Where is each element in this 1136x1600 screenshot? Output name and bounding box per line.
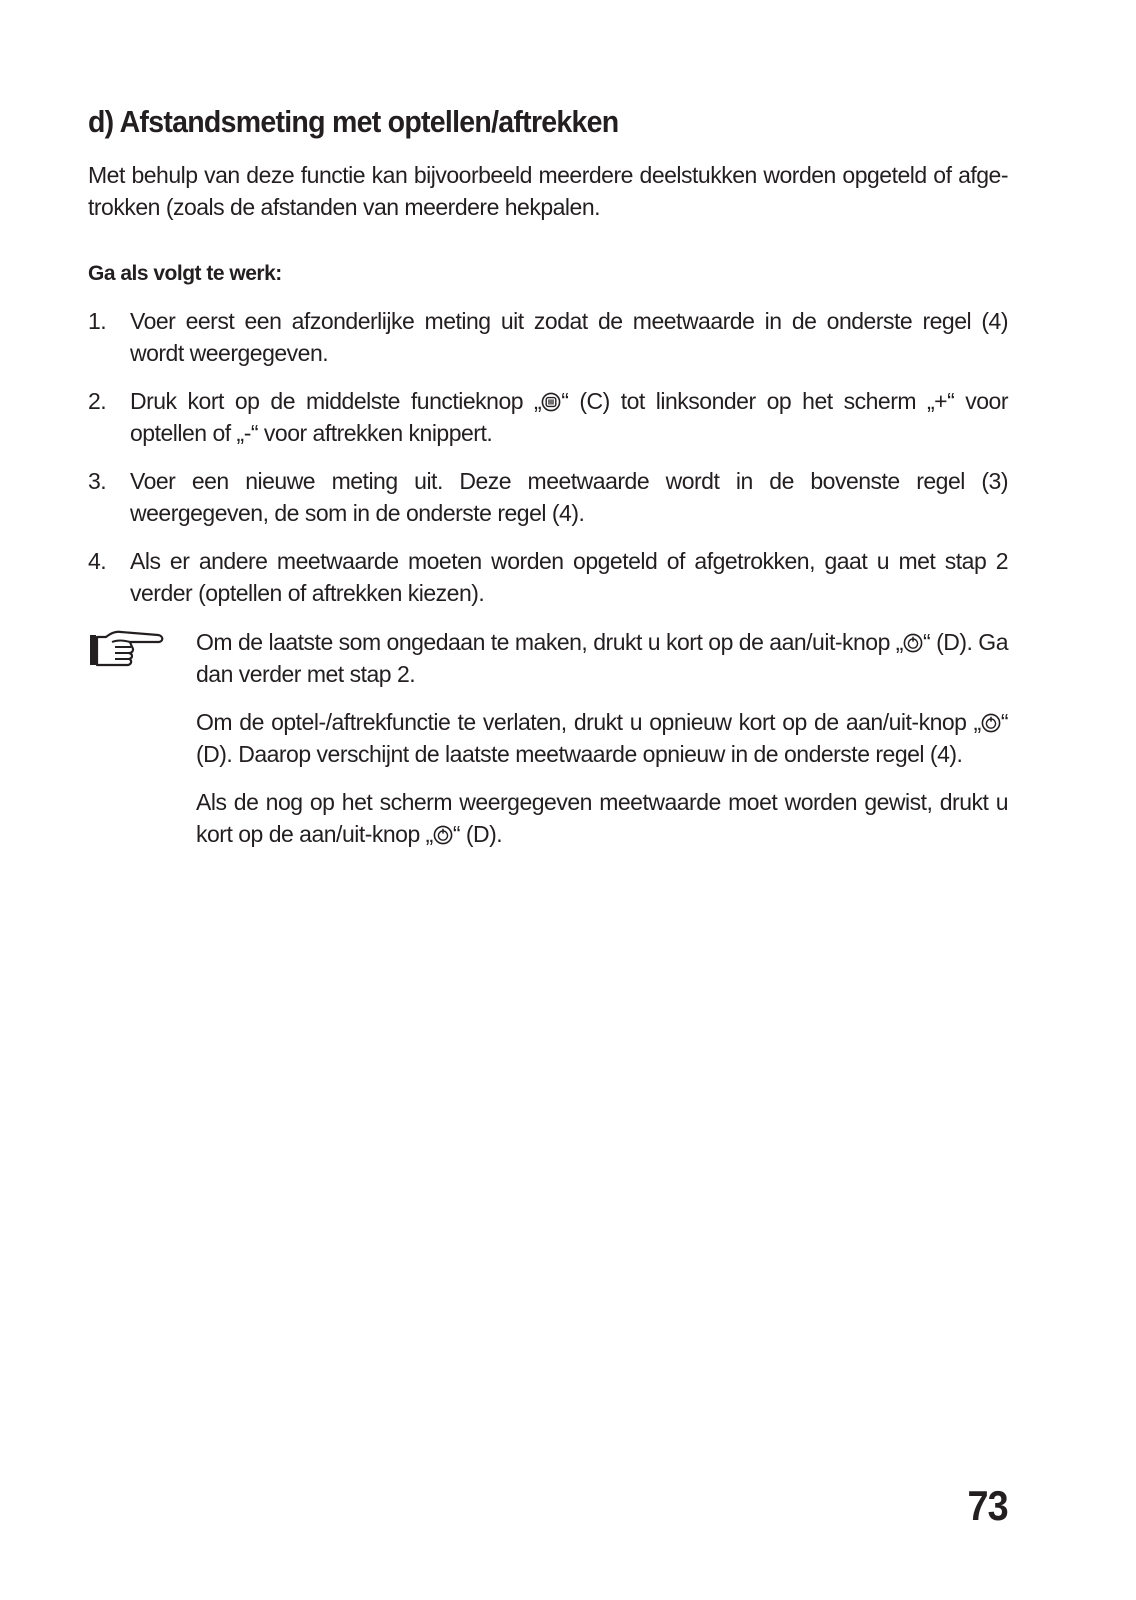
instructions-heading: Ga als volgt te werk: [88, 262, 282, 285]
step-text: Voer eerst een afzonderlijke meting uit zodat de meetwaarde in de onderste regel (4) wordt weergegeven. [130, 308, 1008, 366]
note-text-after-icon: “ (D). Ga dan verder met stap 2. [196, 629, 1008, 687]
note-text-before-icon: Om de optel-/aftrekfunctie te verlaten, drukt u opnieuw kort op de aan/uit-knop „ [196, 709, 981, 735]
power-button-icon [981, 713, 1001, 733]
intro-paragraph: Met behulp van deze functie kan bijvoorbeeld meerdere deelstukken worden opgeteld of afge-trokken (zoals de afstanden van meerdere hekpalen. [88, 162, 1008, 220]
step-text: Als er andere meetwaarde moeten worden opgeteld of afgetrokken, gaat u met stap 2 verder (optellen of aftrekken kiezen). [130, 548, 1008, 606]
step-item [88, 305, 1008, 369]
page-number: 73 [967, 1482, 1008, 1529]
note-paragraph [196, 706, 1008, 770]
note-paragraph [196, 786, 1008, 850]
step-item [88, 545, 1008, 609]
function-button-icon [541, 392, 561, 412]
note-paragraph [196, 626, 1008, 690]
note-text-after-icon: “ (D). [452, 821, 503, 847]
step-item [88, 465, 1008, 529]
note-text-before-icon: Om de laatste som ongedaan te maken, drukt u kort op de aan/uit-knop „ [196, 629, 903, 655]
step-number: 1. [88, 308, 107, 334]
note-text-after-icon: “ (D). Daarop verschijnt de laatste meetwaarde opnieuw in de onderste regel (4). [196, 709, 1008, 767]
power-button-icon [903, 633, 923, 653]
power-button-icon [433, 825, 453, 845]
step-text-after-icon: “ (C) tot linksonder op het scherm „+“ voor optellen of „-“ voor aftrekken knippert. [130, 388, 1008, 446]
document-page [88, 0, 1008, 1600]
pointing-hand-icon [88, 628, 166, 672]
step-number: 2. [88, 388, 107, 414]
step-text: Voer een nieuwe meting uit. Deze meetwaarde wordt in de bovenste regel (3) weergegeven, de som in de onderste regel (4). [130, 468, 1008, 526]
step-item [88, 385, 1008, 449]
section-title: d) Afstandsmeting met optellen/aftrekken [88, 104, 619, 139]
step-text-before-icon: Druk kort op de middelste functieknop „ [130, 388, 542, 414]
note-body [196, 626, 1008, 866]
note-text-before-icon: Als de nog op het scherm weergegeven meetwaarde moet worden gewist, drukt u kort op de aan/uit-knop „ [196, 789, 1008, 847]
steps-list [88, 305, 1008, 625]
step-number: 3. [88, 468, 107, 494]
step-number: 4. [88, 548, 107, 574]
